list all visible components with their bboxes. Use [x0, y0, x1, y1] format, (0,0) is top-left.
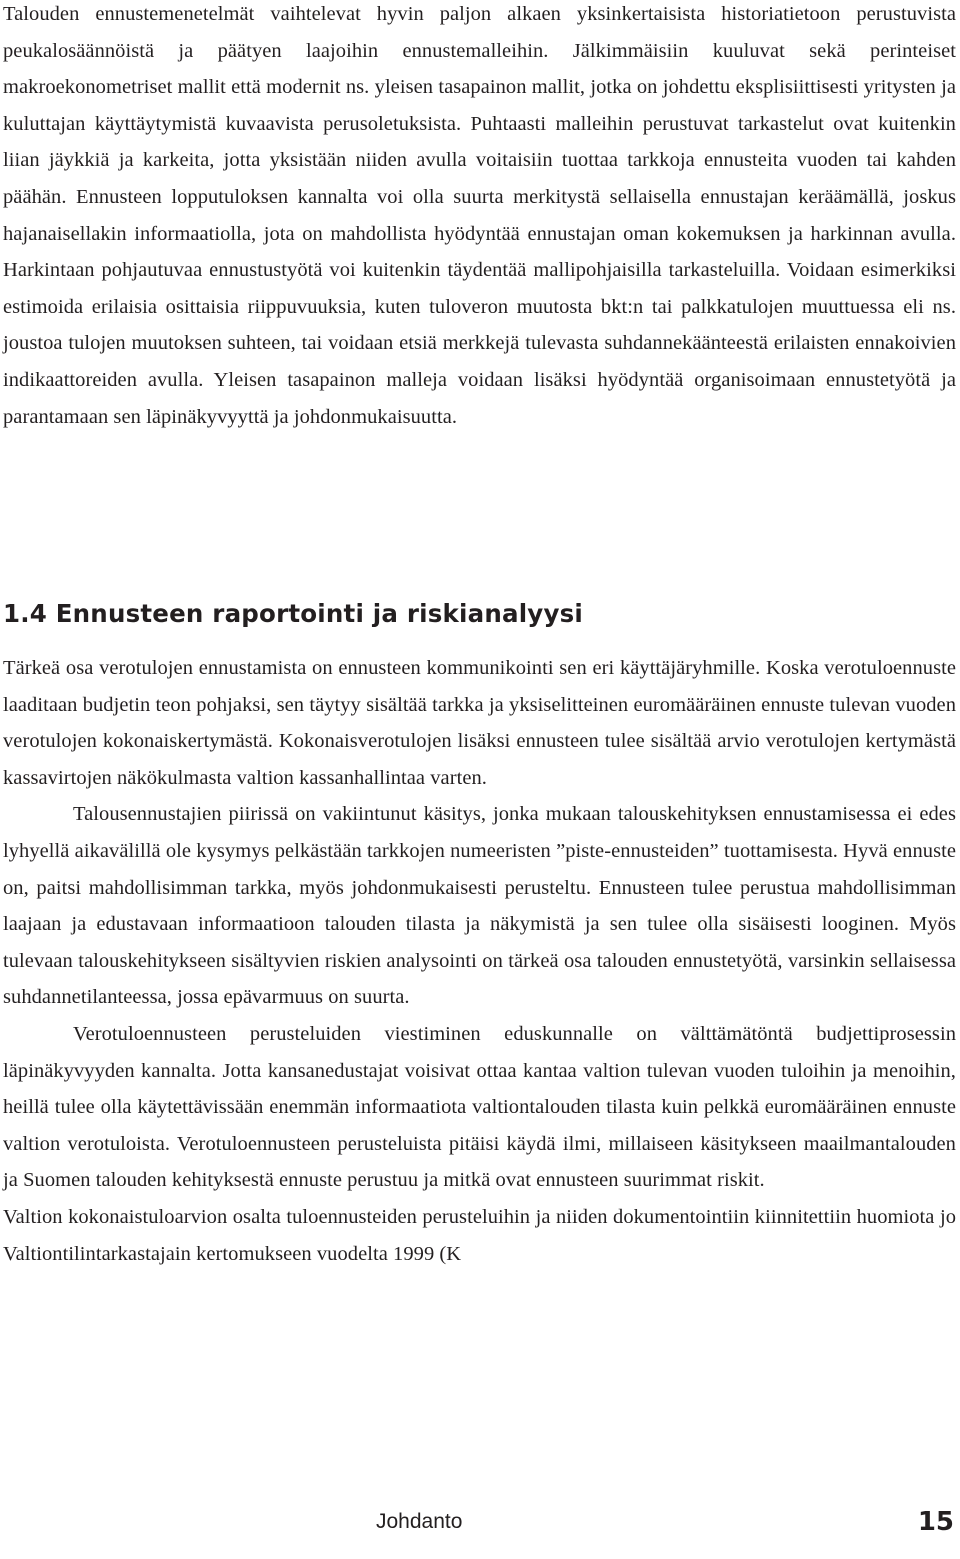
page-number: 15 [917, 1507, 954, 1537]
intro-paragraph: Talouden ennustemenetelmät vaihtelevat hyvin paljon alkaen yksinkertaisista historiatietoon perustuvista peukalosäännöistä ja päätyen laajoihin ennustemalleihin. Jälkimmäisiin kuuluvat sekä perinteiset makroekonometriset mallit että modernit ns. yleisen tasapainon mallit, jotka on johdettu eksplisiittisesti yritysten ja kuluttajan käyttäytymistä kuvaavista perusoletuksista. Puhtaasti malleihin perustuvat tarkastelut ovat kuitenkin liian jäykkiä ja karkeita, jotta yksistään niiden avulla voitaisiin tuottaa tarkkoja ennusteita vuoden tai kahden päähän. Ennusteen lopputuloksen kannalta voi olla suurta merkitystä sellaisella ennustajan keräämällä, joskus hajanaisellakin informaatiolla, jota on mahdollista hyödyntää ennustajan oman kokemuksen ja harkinnan avulla. Harkintaan pohjautuvaa ennustustyötä voi kuitenkin täydentää mallipohjaisilla tarkasteluilla. Voidaan esimerkiksi estimoida erilaisia osittaisia riippuvuuksia, kuten tuloveron muutosta bkt:n tai palkkatulojen muuttuessa eli ns. joustoa tulojen muutoksen suhteen, tai voidaan etsiä merkkejä tulevasta suhdannekäänteestä erilaisten ennakoivien indikaattoreiden avulla. Yleisen tasapainon malleja voidaan lisäksi hyödyntää organisoimaan ennustetyötä ja parantamaan sen läpinäkyvyyttä ja johdonmukaisuutta. [3, 3, 956, 428]
section-paragraph-communication: Tärkeä osa verotulojen ennustamista on ennusteen kommunikointi sen eri käyttäjäryhmille. Koska verotuloennuste laaditaan budjetin teon pohjaksi, sen täytyy sisältää tarkka ja yksiselitteinen euromääräinen ennuste tulevan vuoden verotulojen kokonaiskertymästä. Kokonaisverotulojen lisäksi ennusteen tulee sisältää arvio verotulojen kertymästä kassavirtojen näkökulmasta valtion kassanhallintaa varten. [3, 657, 956, 789]
section-paragraph-parliament: Verotuloennusteen perusteluiden viestiminen eduskunnalle on välttämätöntä budjettiprosessin läpinäkyvyyden kannalta. Jotta kansanedustajat voisivat ottaa kantaa valtion tulevan vuoden tuloihin ja menoihin, heillä tulee olla käytettävissään enemmän informaatiota valtiontalouden tilasta kuin pelkkä euromääräinen ennuste valtion verotuloista. Verotuloennusteen perusteluista pitäisi käydä ilmi, millaiseen käsitykseen maailmantalouden ja Suomen talouden kehityksestä ennuste perustuu ja mitkä ovat ennusteen suurimmat riskit. [3, 1022, 956, 1192]
section-paragraph-forecasters: Talousennustajien piirissä on vakiintunut käsitys, jonka mukaan talouskehityksen ennustamisessa ei edes lyhyellä aikavälillä ole kysymys pelkästään tarkkojen numeeristen ”piste-ennusteiden” tuottamisesta. Hyvä ennuste on, paitsi mahdollisimman tarkka, myös johdonmukaisesti perusteltu. Ennusteen tulee perustua mahdollisimman laajaan ja edustavaan informaatioon talouden tilasta ja näkymistä ja sen tulee olla sisäisesti looginen. Myös tulevaan talouskehitykseen sisältyvien riskien analysointi on tärkeä osa talouden ennustetyötä, varsinkin sellaisessa suhdannetilanteessa, jossa epävarmuus on suurta. [3, 803, 956, 1009]
page-footer [0, 1500, 960, 1559]
intro-text-block [3, 0, 956, 435]
footer-chapter-label: Johdanto [376, 1510, 463, 1533]
section-paragraph-documentation: Valtion kokonaistuloarvion osalta tuloennusteiden perusteluihin ja niiden dokumentointiin kiinnitettiin huomiota jo Valtiontilintarkastajain kertomukseen vuodelta 1999 (K [3, 1205, 956, 1265]
section-heading: 1.4 Ennusteen raportointi ja riskianalyysi [3, 599, 584, 628]
section-text-block [3, 650, 956, 1272]
